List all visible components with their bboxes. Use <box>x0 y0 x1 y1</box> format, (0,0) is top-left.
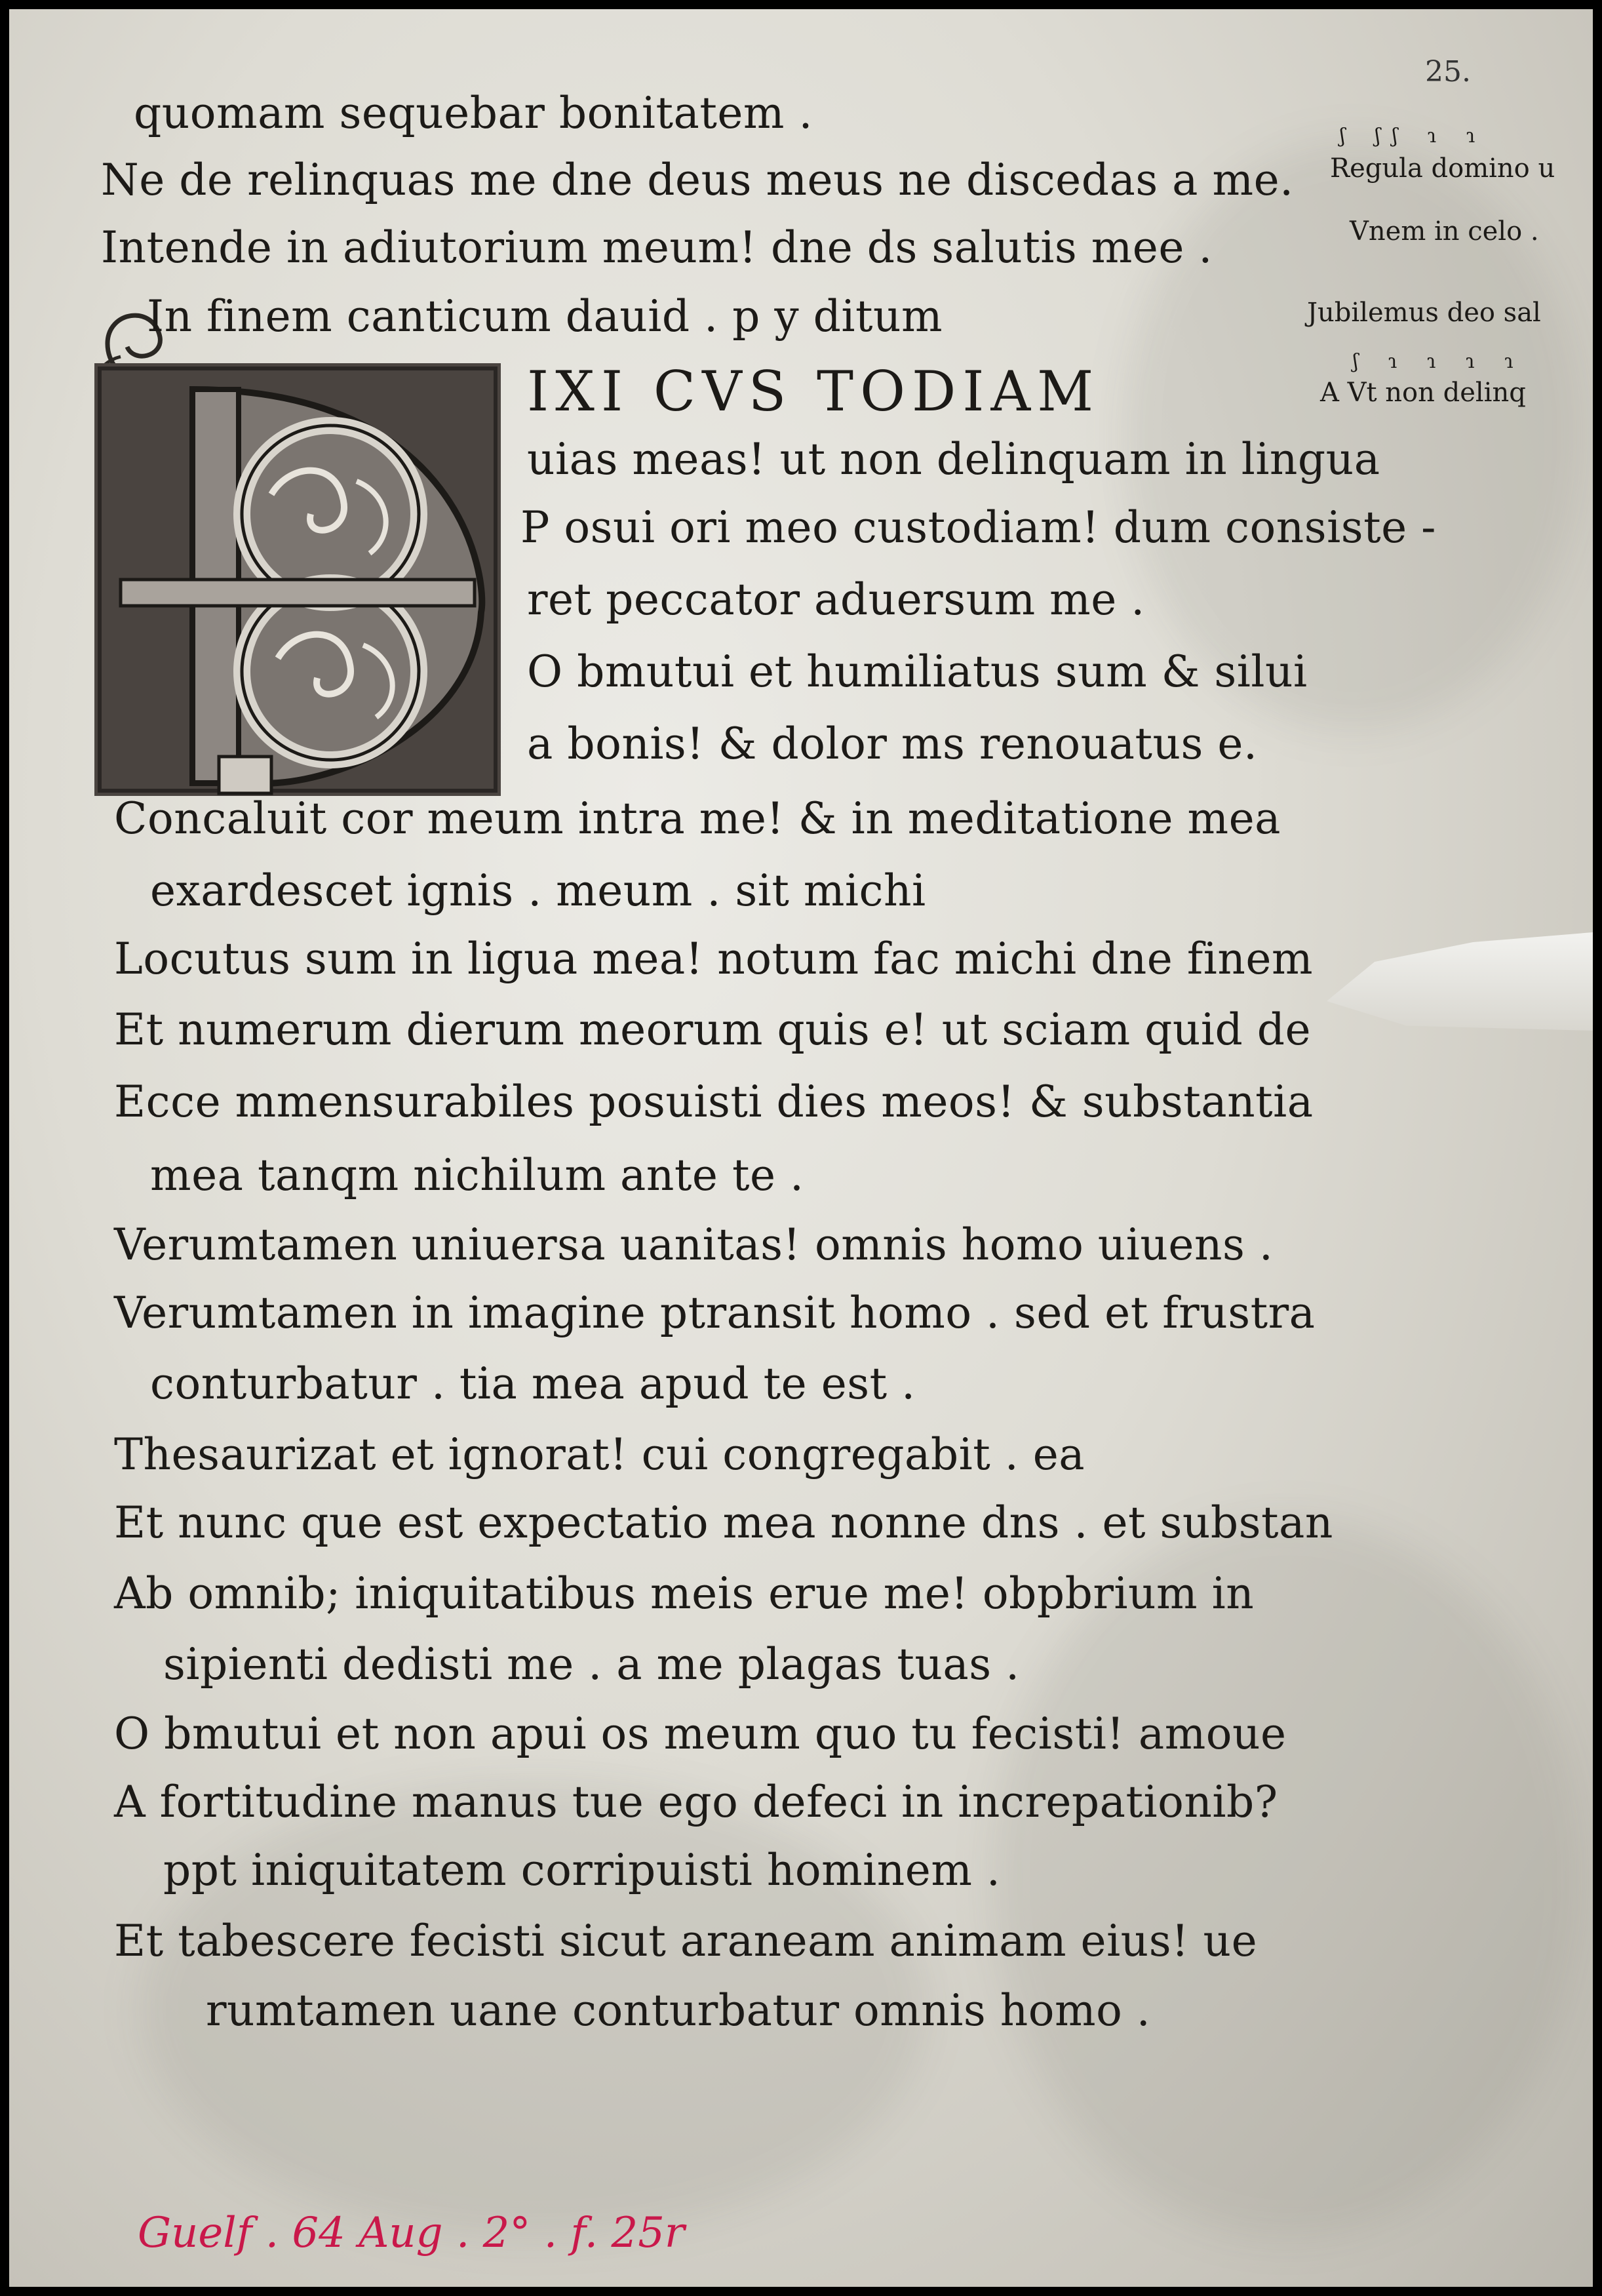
text-line-12: exardescet ignis . meum . sit michi <box>150 865 926 916</box>
text-line-27: Et tabescere fecisti sicut araneam animam eius! ue <box>114 1916 1258 1966</box>
folio-number: 25. <box>1425 55 1471 89</box>
text-line-1: quomam sequebar bonitatem . <box>134 88 813 138</box>
margin-note-3: Jubilemus deo sal <box>1307 298 1541 328</box>
text-line-26: ppt iniquitatem corripuisti hominem . <box>163 1845 1001 1895</box>
text-line-28: rumtamen uane conturbatur omnis homo . <box>206 1985 1151 2036</box>
text-line-2: Ne de relinquas me dne deus meus ne discedas a me. <box>101 155 1294 205</box>
text-line-9: O bmutui et humiliatus sum & silui <box>527 646 1308 697</box>
margin-note-1: Regula domino u <box>1330 153 1555 184</box>
text-line-8: ret peccator aduersum me . <box>527 574 1145 625</box>
text-line-16: mea tanqm nichilum ante te . <box>150 1150 804 1200</box>
text-line-20: Thesaurizat et ignorat! cui congregabit . ea <box>114 1429 1085 1480</box>
illuminated-initial-d <box>94 363 501 796</box>
manuscript-page <box>9 9 1593 2287</box>
text-line-14: Et numerum dierum meorum quis e! ut sciam quid de <box>114 1004 1312 1055</box>
text-line-17: Verumtamen uniuersa uanitas! omnis homo uiuens . <box>114 1219 1274 1270</box>
text-line-15: Ecce mmensurabiles posuisti dies meos! & substantia <box>114 1077 1314 1127</box>
torn-edge <box>1327 932 1593 1031</box>
text-line-24: O bmutui et non apui os meum quo tu fecisti! amoue <box>114 1709 1287 1759</box>
neume-marks-1: ʃ ʃʃ ɿ ɿ <box>1340 125 1487 148</box>
text-line-22: Ab omnib; iniquitatibus meis erue me! obpbrium in <box>114 1568 1255 1619</box>
text-line-13: Locutus sum in ligua mea! notum fac michi dne finem <box>114 934 1314 984</box>
rubric-line: In finem canticum dauid . p y ditum <box>147 291 943 342</box>
text-line-25: A fortitudine manus tue ego defeci in increpationib? <box>114 1777 1278 1827</box>
text-line-23: sipienti dedisti me . a me plagas tuas . <box>163 1639 1020 1690</box>
text-line-7: P osui ori meo custodiam! dum consiste - <box>520 502 1436 553</box>
text-line-19: conturbatur . tia mea apud te est . <box>150 1358 916 1409</box>
text-line-6: uias meas! ut non delinquam in lingua <box>527 434 1380 485</box>
psalm-incipit: IXI CVS TODIAM <box>527 359 1101 424</box>
text-line-21: Et nunc que est expectatio mea nonne dns . et substan <box>114 1497 1333 1548</box>
margin-note-2: Vnem in celo . <box>1350 216 1539 247</box>
shelfmark-annotation: Guelf . 64 Aug . 2° . f. 25r <box>138 2209 685 2257</box>
text-line-10: a bonis! & dolor ms renouatus e. <box>527 719 1258 769</box>
text-line-18: Verumtamen in imagine ptransit homo . sed et frustra <box>114 1288 1316 1338</box>
text-line-11: Concaluit cor meum intra me! & in meditatione mea <box>114 793 1281 844</box>
margin-note-4: A Vt non delinq <box>1320 378 1526 408</box>
text-line-3: Intende in adiutorium meum! dne ds salutis mee . <box>101 222 1213 273</box>
neume-marks-2: ʃ ɿ ɿ ɿ ɿ <box>1353 350 1525 373</box>
